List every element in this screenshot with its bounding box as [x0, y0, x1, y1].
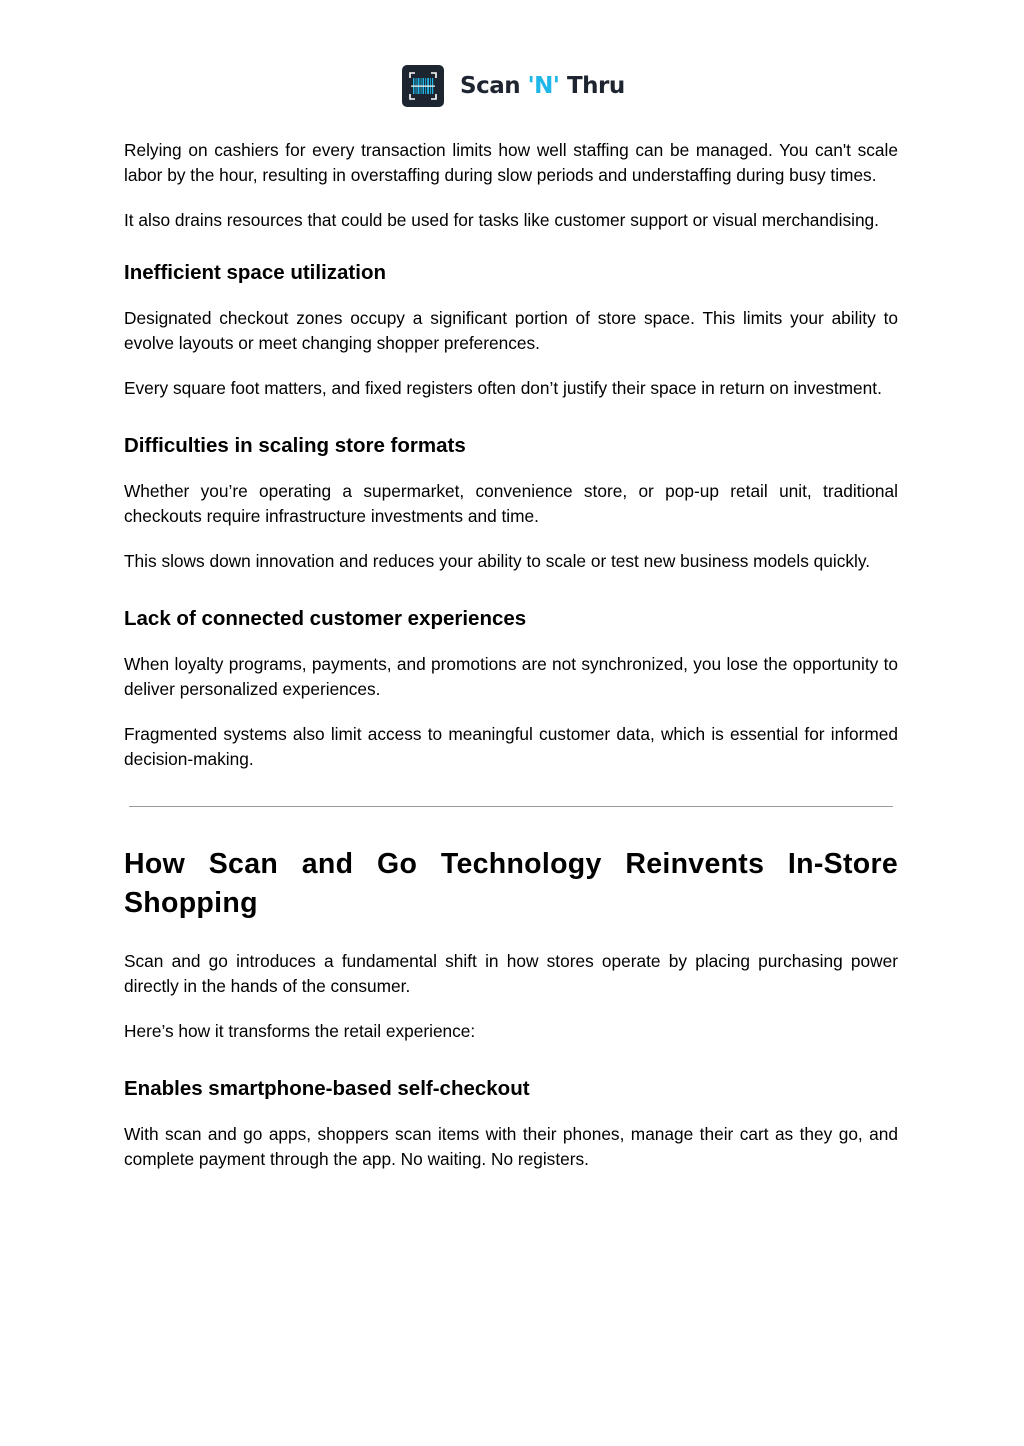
section-paragraph: This slows down innovation and reduces your ability to scale or test new business models quickly. [124, 551, 871, 571]
intro-paragraph-1: Relying on cashiers for every transaction limits how well staffing can be managed. You can't scale labor by the hour, resulting in overstaffing during slow periods and understaffing during busy times. [124, 140, 898, 185]
brand-header [402, 64, 625, 108]
section-paragraph: Fragmented systems also limit access to meaningful customer data, which is essential for informed decision-making. [124, 724, 898, 769]
main-section-paragraph-2: Here’s how it transforms the retail experience: [124, 1021, 476, 1041]
section-heading-space-utilization: Inefficient space utilization [124, 261, 386, 284]
brand-name-accent: 'N' [527, 73, 560, 99]
subheading-self-checkout: Enables smartphone-based self-checkout [124, 1077, 530, 1100]
section-paragraph: Whether you’re operating a supermarket, convenience store, or pop-up retail unit, traditional checkouts require infrastructure investments and time. [124, 481, 898, 526]
main-section-paragraph-3: With scan and go apps, shoppers scan items with their phones, manage their cart as they go, and complete payment through the app. No waiting. No registers. [124, 1124, 898, 1169]
section-divider [129, 806, 893, 807]
section-paragraph: Designated checkout zones occupy a significant portion of store space. This limits your ability to evolve layouts or meet changing shopper preferences. [124, 308, 898, 353]
section-paragraph: Every square foot matters, and fixed registers often don’t justify their space in return on investment. [124, 378, 882, 398]
brand-name-part2: Thru [559, 73, 625, 99]
intro-paragraph-2: It also drains resources that could be used for tasks like customer support or visual merchandising. [124, 210, 879, 230]
brand-name-part1: Scan [460, 73, 528, 99]
section-heading-connected-experiences: Lack of connected customer experiences [124, 607, 527, 630]
section-heading-scaling-formats: Difficulties in scaling store formats [124, 434, 466, 457]
barcode-scan-icon [402, 65, 444, 107]
main-section-paragraph-1: Scan and go introduces a fundamental shift in how stores operate by placing purchasing power directly in the hands of the consumer. [124, 951, 898, 996]
brand-name [460, 73, 625, 99]
article-body [124, 138, 898, 1192]
section-paragraph: When loyalty programs, payments, and promotions are not synchronized, you lose the opportunity to deliver personalized experiences. [124, 654, 898, 699]
main-section-title: How Scan and Go Technology Reinvents In-Store Shopping [124, 848, 898, 919]
